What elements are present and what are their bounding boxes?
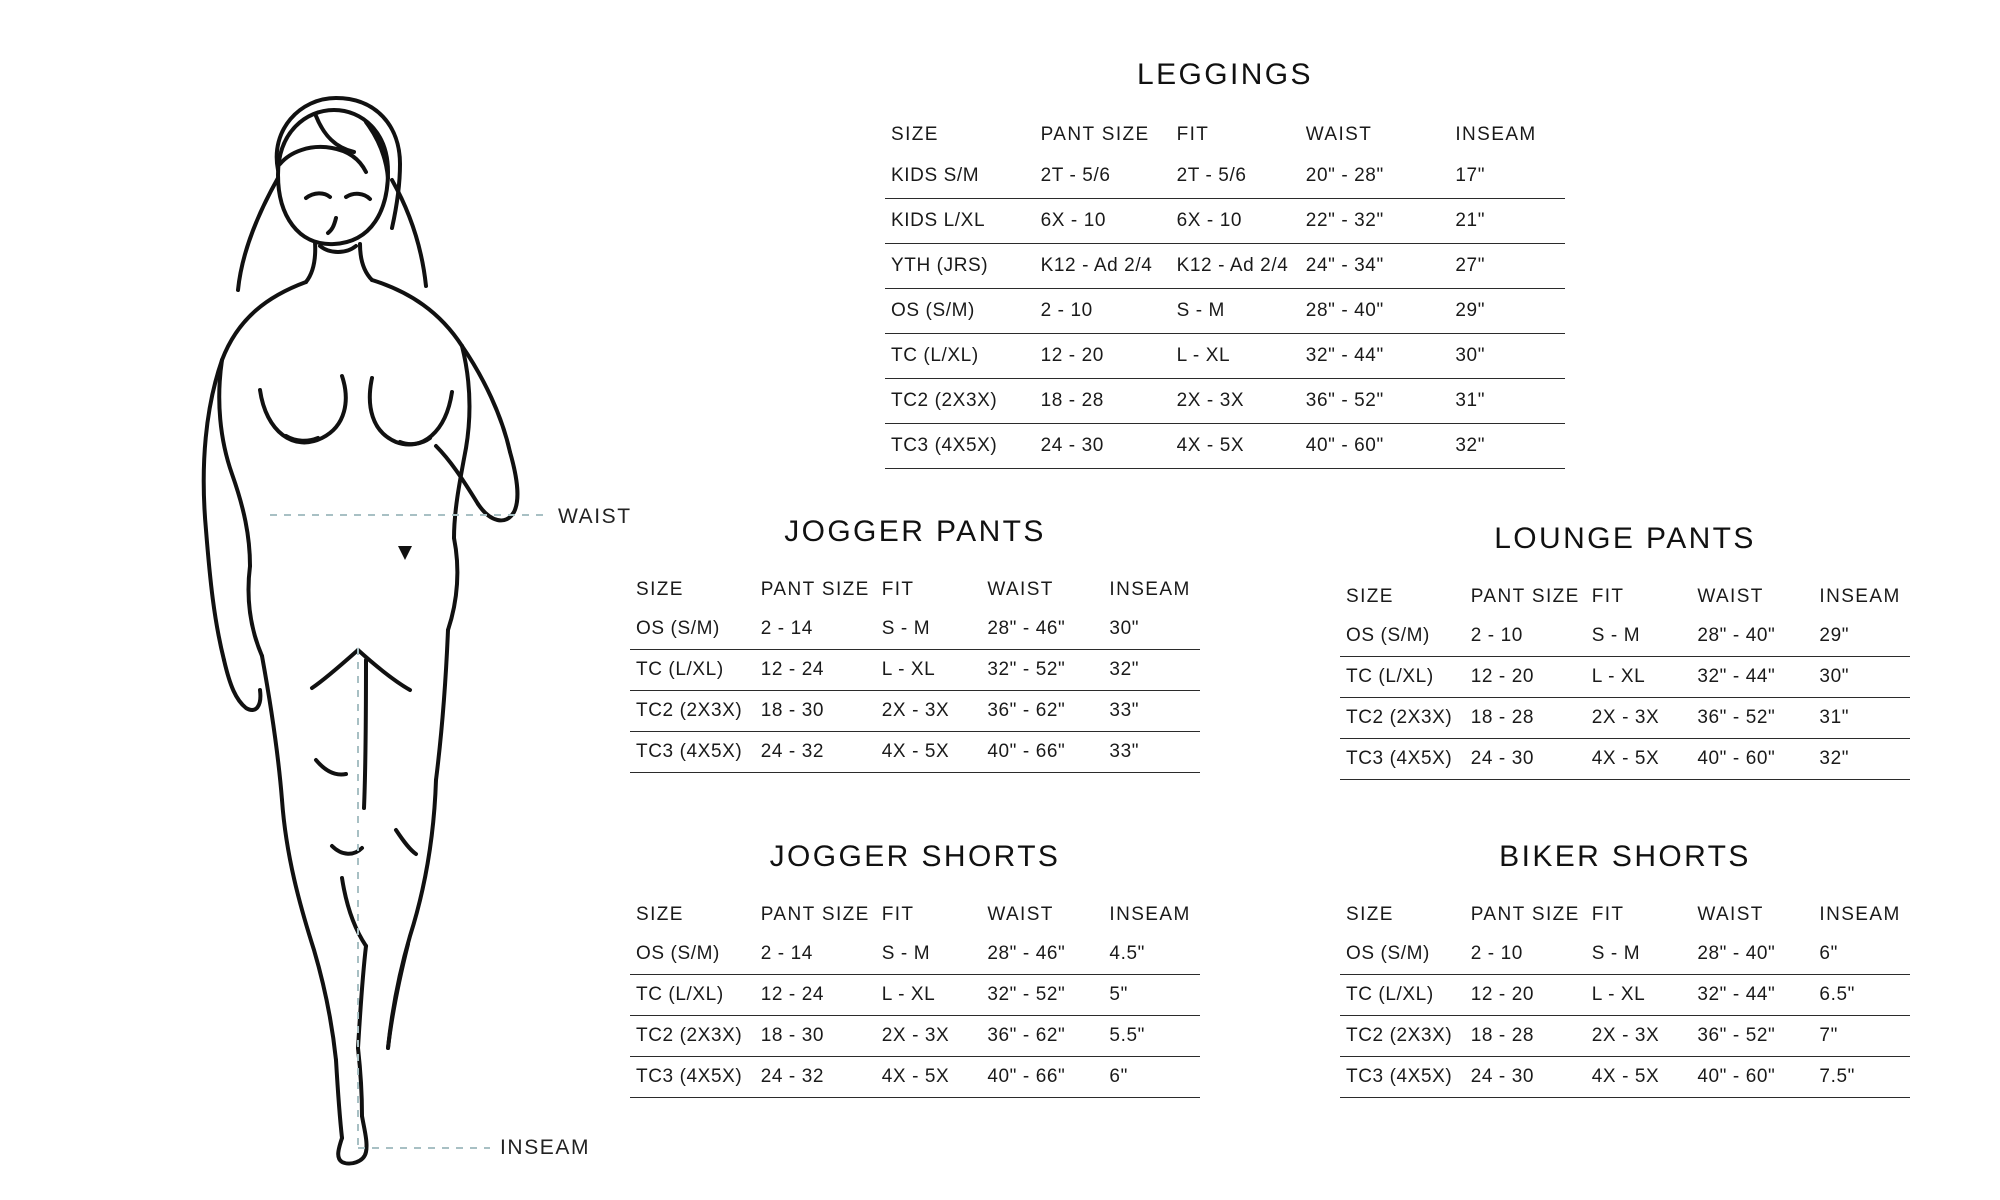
inseam-guide-label: INSEAM <box>500 1136 591 1159</box>
jogger-shorts-title: JOGGER SHORTS <box>769 840 1061 873</box>
cell-pant-size: 18 - 28 <box>1465 1016 1586 1057</box>
jogger-pants-title: JOGGER PANTS <box>784 515 1046 548</box>
cell-pant-size: 18 - 28 <box>1465 698 1586 739</box>
cell-waist: 32" - 44" <box>1300 334 1450 379</box>
cell-pant-size: 12 - 20 <box>1035 334 1171 379</box>
cell-size: TC (L/XL) <box>1340 975 1465 1016</box>
column-header-fit: FIT <box>881 904 915 925</box>
cell-size: OS (S/M) <box>1340 616 1465 657</box>
column-header-inseam: INSEAM <box>1819 904 1901 925</box>
cell-waist: 36" - 52" <box>1691 1016 1813 1057</box>
cell-size: KIDS S/M <box>885 154 1035 199</box>
column-header-size: SIZE <box>1346 586 1394 607</box>
cell-fit: L - XL <box>876 650 982 691</box>
cell-pant-size: 18 - 30 <box>755 1016 876 1057</box>
cell-inseam: 30" <box>1813 657 1910 698</box>
cell-size: TC (L/XL) <box>630 975 755 1016</box>
table-row <box>885 424 1565 469</box>
cell-fit: L - XL <box>1586 657 1692 698</box>
cell-fit: 2X - 3X <box>876 691 982 732</box>
table-row <box>1340 657 1910 698</box>
table-row <box>630 1016 1200 1057</box>
table-row <box>630 1057 1200 1098</box>
cell-inseam: 7.5" <box>1813 1057 1910 1098</box>
cell-pant-size: 12 - 24 <box>755 650 876 691</box>
table-row <box>630 609 1200 650</box>
table-row <box>1340 975 1910 1016</box>
cell-fit: 4X - 5X <box>1586 739 1692 780</box>
lounge-pants-size-table-block <box>1340 522 1910 780</box>
column-header-size: SIZE <box>891 124 939 145</box>
cell-pant-size: 24 - 30 <box>1465 1057 1586 1098</box>
cell-size: TC2 (2X3X) <box>630 691 755 732</box>
cell-pant-size: 12 - 24 <box>755 975 876 1016</box>
table-header-row <box>1340 902 1910 934</box>
jogger-shorts-size-table-block <box>630 840 1200 1098</box>
cell-waist: 22" - 32" <box>1300 199 1450 244</box>
cell-fit: L - XL <box>1586 975 1692 1016</box>
cell-pant-size: K12 - Ad 2/4 <box>1035 244 1171 289</box>
table-row <box>885 379 1565 424</box>
table-row <box>630 732 1200 773</box>
cell-fit: 4X - 5X <box>1586 1057 1692 1098</box>
table-header-row <box>630 902 1200 934</box>
cell-waist: 40" - 66" <box>981 732 1103 773</box>
table-row <box>1340 616 1910 657</box>
cell-size: TC (L/XL) <box>885 334 1035 379</box>
table-row <box>1340 934 1910 975</box>
cell-size: TC3 (4X5X) <box>1340 739 1465 780</box>
cell-waist: 40" - 60" <box>1691 739 1813 780</box>
cell-pant-size: 2 - 14 <box>755 934 876 975</box>
column-header-fit: FIT <box>1591 586 1625 607</box>
table-row <box>885 244 1565 289</box>
cell-pant-size: 18 - 28 <box>1035 379 1171 424</box>
cell-fit: S - M <box>1171 289 1300 334</box>
cell-waist: 36" - 52" <box>1300 379 1450 424</box>
biker-shorts-size-table-block <box>1340 840 1910 1098</box>
cell-inseam: 6.5" <box>1813 975 1910 1016</box>
cell-size: OS (S/M) <box>630 609 755 650</box>
cell-inseam: 7" <box>1813 1016 1910 1057</box>
cell-pant-size: 2T - 5/6 <box>1035 154 1171 199</box>
jogger-pants-size-table <box>630 577 1200 773</box>
cell-fit: S - M <box>876 609 982 650</box>
column-header-pant-size: PANT SIZE <box>760 579 870 600</box>
cell-fit: L - XL <box>1171 334 1300 379</box>
cell-fit: K12 - Ad 2/4 <box>1171 244 1300 289</box>
measurement-guides <box>60 40 620 1170</box>
column-header-inseam: INSEAM <box>1819 586 1901 607</box>
cell-pant-size: 2 - 14 <box>755 609 876 650</box>
table-header-row <box>630 577 1200 609</box>
column-header-inseam: INSEAM <box>1109 904 1191 925</box>
table-row <box>630 975 1200 1016</box>
cell-waist: 40" - 66" <box>981 1057 1103 1098</box>
cell-waist: 32" - 44" <box>1691 975 1813 1016</box>
column-header-waist: WAIST <box>1305 124 1373 145</box>
cell-waist: 36" - 62" <box>981 691 1103 732</box>
column-header-fit: FIT <box>1176 124 1210 145</box>
cell-fit: 2X - 3X <box>1171 379 1300 424</box>
cell-pant-size: 24 - 32 <box>755 1057 876 1098</box>
cell-size: TC3 (4X5X) <box>1340 1057 1465 1098</box>
biker-shorts-size-table <box>1340 902 1910 1098</box>
column-header-size: SIZE <box>636 579 684 600</box>
cell-size: TC3 (4X5X) <box>630 1057 755 1098</box>
cell-inseam: 33" <box>1103 691 1200 732</box>
cell-pant-size: 18 - 30 <box>755 691 876 732</box>
cell-waist: 28" - 40" <box>1300 289 1450 334</box>
column-header-inseam: INSEAM <box>1455 124 1537 145</box>
cell-waist: 36" - 52" <box>1691 698 1813 739</box>
cell-size: TC2 (2X3X) <box>630 1016 755 1057</box>
cell-inseam: 31" <box>1449 379 1565 424</box>
table-row <box>630 934 1200 975</box>
cell-waist: 28" - 46" <box>981 934 1103 975</box>
cell-inseam: 6" <box>1813 934 1910 975</box>
cell-size: TC (L/XL) <box>630 650 755 691</box>
cell-pant-size: 24 - 30 <box>1465 739 1586 780</box>
cell-inseam: 30" <box>1103 609 1200 650</box>
column-header-fit: FIT <box>881 579 915 600</box>
table-row <box>1340 1057 1910 1098</box>
column-header-waist: WAIST <box>987 579 1054 600</box>
cell-inseam: 32" <box>1813 739 1910 780</box>
cell-fit: L - XL <box>876 975 982 1016</box>
cell-size: YTH (JRS) <box>885 244 1035 289</box>
column-header-fit: FIT <box>1591 904 1625 925</box>
cell-inseam: 5" <box>1103 975 1200 1016</box>
table-row <box>885 199 1565 244</box>
column-header-pant-size: PANT SIZE <box>1470 904 1580 925</box>
leggings-title: LEGGINGS <box>1137 58 1313 91</box>
cell-inseam: 32" <box>1449 424 1565 469</box>
column-header-waist: WAIST <box>987 904 1054 925</box>
cell-pant-size: 12 - 20 <box>1465 657 1586 698</box>
cell-fit: 4X - 5X <box>876 1057 982 1098</box>
cell-inseam: 29" <box>1813 616 1910 657</box>
cell-fit: 2X - 3X <box>1586 698 1692 739</box>
cell-waist: 32" - 52" <box>981 975 1103 1016</box>
cell-inseam: 33" <box>1103 732 1200 773</box>
cell-size: TC2 (2X3X) <box>1340 1016 1465 1057</box>
cell-size: TC3 (4X5X) <box>885 424 1035 469</box>
table-row <box>630 650 1200 691</box>
table-row <box>885 334 1565 379</box>
cell-waist: 28" - 46" <box>981 609 1103 650</box>
table-header-row <box>1340 584 1910 616</box>
cell-pant-size: 6X - 10 <box>1035 199 1171 244</box>
cell-inseam: 31" <box>1813 698 1910 739</box>
column-header-waist: WAIST <box>1697 904 1764 925</box>
cell-inseam: 32" <box>1103 650 1200 691</box>
cell-size: OS (S/M) <box>1340 934 1465 975</box>
cell-size: TC3 (4X5X) <box>630 732 755 773</box>
lounge-pants-title: LOUNGE PANTS <box>1494 522 1756 555</box>
cell-waist: 28" - 40" <box>1691 616 1813 657</box>
cell-waist: 20" - 28" <box>1300 154 1450 199</box>
cell-fit: S - M <box>1586 616 1692 657</box>
cell-pant-size: 2 - 10 <box>1465 934 1586 975</box>
cell-fit: 2T - 5/6 <box>1171 154 1300 199</box>
jogger-pants-size-table-block <box>630 515 1200 773</box>
cell-size: KIDS L/XL <box>885 199 1035 244</box>
cell-waist: 36" - 62" <box>981 1016 1103 1057</box>
cell-fit: 6X - 10 <box>1171 199 1300 244</box>
cell-inseam: 21" <box>1449 199 1565 244</box>
cell-inseam: 17" <box>1449 154 1565 199</box>
cell-waist: 40" - 60" <box>1691 1057 1813 1098</box>
cell-size: TC (L/XL) <box>1340 657 1465 698</box>
cell-pant-size: 24 - 32 <box>755 732 876 773</box>
cell-inseam: 29" <box>1449 289 1565 334</box>
cell-inseam: 27" <box>1449 244 1565 289</box>
lounge-pants-size-table <box>1340 584 1910 780</box>
table-header-row <box>885 122 1565 154</box>
cell-inseam: 6" <box>1103 1057 1200 1098</box>
table-row <box>885 154 1565 199</box>
cell-inseam: 5.5" <box>1103 1016 1200 1057</box>
cell-fit: 2X - 3X <box>876 1016 982 1057</box>
body-figure-panel <box>60 40 632 1170</box>
leggings-size-table-block <box>885 58 1565 469</box>
cell-pant-size: 24 - 30 <box>1035 424 1171 469</box>
cell-size: OS (S/M) <box>885 289 1035 334</box>
cell-waist: 24" - 34" <box>1300 244 1450 289</box>
cell-fit: 4X - 5X <box>1171 424 1300 469</box>
table-row <box>1340 1016 1910 1057</box>
column-header-waist: WAIST <box>1697 586 1764 607</box>
column-header-size: SIZE <box>636 904 684 925</box>
column-header-pant-size: PANT SIZE <box>1470 586 1580 607</box>
column-header-pant-size: PANT SIZE <box>760 904 870 925</box>
cell-fit: 4X - 5X <box>876 732 982 773</box>
cell-size: TC2 (2X3X) <box>885 379 1035 424</box>
table-row <box>1340 698 1910 739</box>
table-row <box>1340 739 1910 780</box>
column-header-size: SIZE <box>1346 904 1394 925</box>
cell-fit: S - M <box>876 934 982 975</box>
cell-fit: 2X - 3X <box>1586 1016 1692 1057</box>
cell-waist: 40" - 60" <box>1300 424 1450 469</box>
cell-inseam: 4.5" <box>1103 934 1200 975</box>
cell-pant-size: 2 - 10 <box>1465 616 1586 657</box>
cell-size: TC2 (2X3X) <box>1340 698 1465 739</box>
leggings-size-table <box>885 122 1565 469</box>
jogger-shorts-size-table <box>630 902 1200 1098</box>
waist-guide-label: WAIST <box>558 505 632 528</box>
column-header-inseam: INSEAM <box>1109 579 1191 600</box>
cell-pant-size: 12 - 20 <box>1465 975 1586 1016</box>
cell-waist: 28" - 40" <box>1691 934 1813 975</box>
column-header-pant-size: PANT SIZE <box>1040 124 1150 145</box>
cell-size: OS (S/M) <box>630 934 755 975</box>
cell-waist: 32" - 52" <box>981 650 1103 691</box>
cell-waist: 32" - 44" <box>1691 657 1813 698</box>
cell-fit: S - M <box>1586 934 1692 975</box>
table-row <box>885 289 1565 334</box>
cell-pant-size: 2 - 10 <box>1035 289 1171 334</box>
table-row <box>630 691 1200 732</box>
biker-shorts-title: BIKER SHORTS <box>1499 840 1751 873</box>
cell-inseam: 30" <box>1449 334 1565 379</box>
